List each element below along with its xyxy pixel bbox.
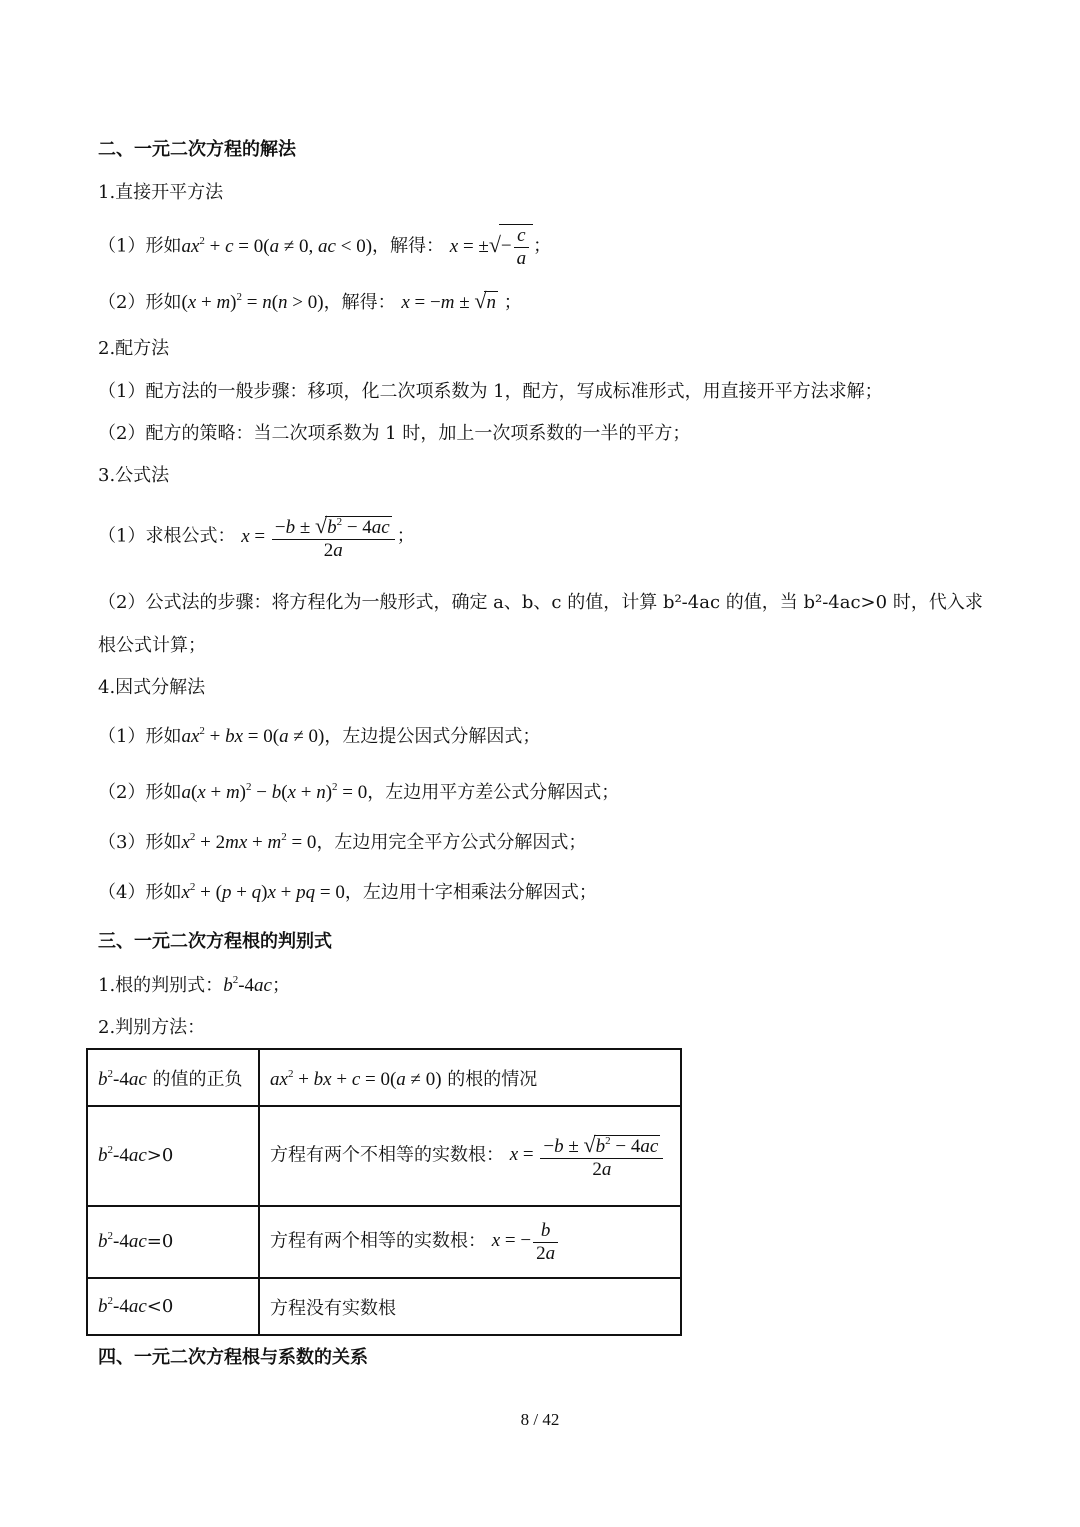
method-4-item-2: （2）形如$a(x + m)^2 - b(x + n)^2 = 0$，左边用平方差公式分解因式； [98,781,620,803]
table-cell-result: 方程有两个相等的实数根： x = − $\frac{b}{2a}$ [259,1206,681,1278]
method-3-item-1: （1）求根公式： x = $\frac{-b \pm √b^2 - 4ac}{2a}$ ； [98,513,415,561]
method-3-title: 3.公式法 [98,465,170,486]
method-3-item-2-line-2: 根公式计算； [98,635,206,656]
table-row [87,1106,681,1206]
section-2-heading: 二、一元二次方程的解法 [98,139,296,160]
method-2-item-2: （2）配方的策略：当二次项系数为 1 时，加上一次项系数的一半的平方； [98,423,691,444]
table-header-discriminant-sign: $b^2-4ac$ 的值的正负 [87,1049,259,1106]
method-4-title: 4.因式分解法 [98,677,206,698]
table-header-root-situation: $ax^2$ + bx + c = 0(a ≠ 0) 的根的情况 [259,1049,681,1106]
method-2-item-1: （1）配方法的一般步骤：移项，化二次项系数为 1，配方，写成标准形式，用直接开平方法求解； [98,381,883,402]
section-4-heading: 四、一元二次方程根与系数的关系 [98,1347,368,1368]
table-cell-condition: $b^2-4ac>0$ [87,1106,259,1206]
method-1-item-1: （1）形如$ax^2 + c = 0(a \ne 0$, ac < 0)，解得： x = ±√− $\frac{c}{a}$ ； [98,225,552,269]
discriminant-definition: 1.根的判别式：$b^2-4ac$； [98,974,290,996]
page-number: 8 / 42 [520,1410,560,1429]
table-row [87,1206,681,1278]
method-4-item-4: （4）形如$x^2 + (p + q)x$ + pq = 0，左边用十字相乘法分解因式； [98,881,597,903]
discriminant-method-title: 2.判别方法： [98,1017,206,1038]
method-1-title: 1.直接开平方法 [98,182,224,203]
table-cell-result: 方程没有实数根 [259,1278,681,1335]
table-header-row [87,1049,681,1106]
method-4-item-1: （1）形如$ax^2$ + bx = 0(a ≠ 0)，左边提公因式分解因式； [98,725,541,747]
method-4-item-3: （3）形如$x^2 + 2mx + m^2 = 0$，左边用完全平方公式分解因式； [98,831,587,853]
table-cell-condition: $b^2-4ac<0$ [87,1278,259,1335]
section-3-heading: 三、一元二次方程根的判别式 [98,931,332,952]
method-1-item-2: （2）形如$(x + m)^2 = n(n > 0)$，解得： x = −m ± √n ； [98,288,522,313]
table-cell-result: 方程有两个不相等的实数根： x = $\frac{-b \pm √b^2 - 4ac}{2a}$ [259,1106,681,1206]
method-3-item-2-line-1: （2）公式法的步骤：将方程化为一般形式，确定 a、b、c 的值，计算 b²-4ac 的值，当 b²-4ac>0 时，代入求 [98,592,983,613]
discriminant-table [86,1048,682,1336]
method-2-title: 2.配方法 [98,338,170,359]
table-row [87,1278,681,1335]
table-cell-condition: $b^2-4ac=0$ [87,1206,259,1278]
